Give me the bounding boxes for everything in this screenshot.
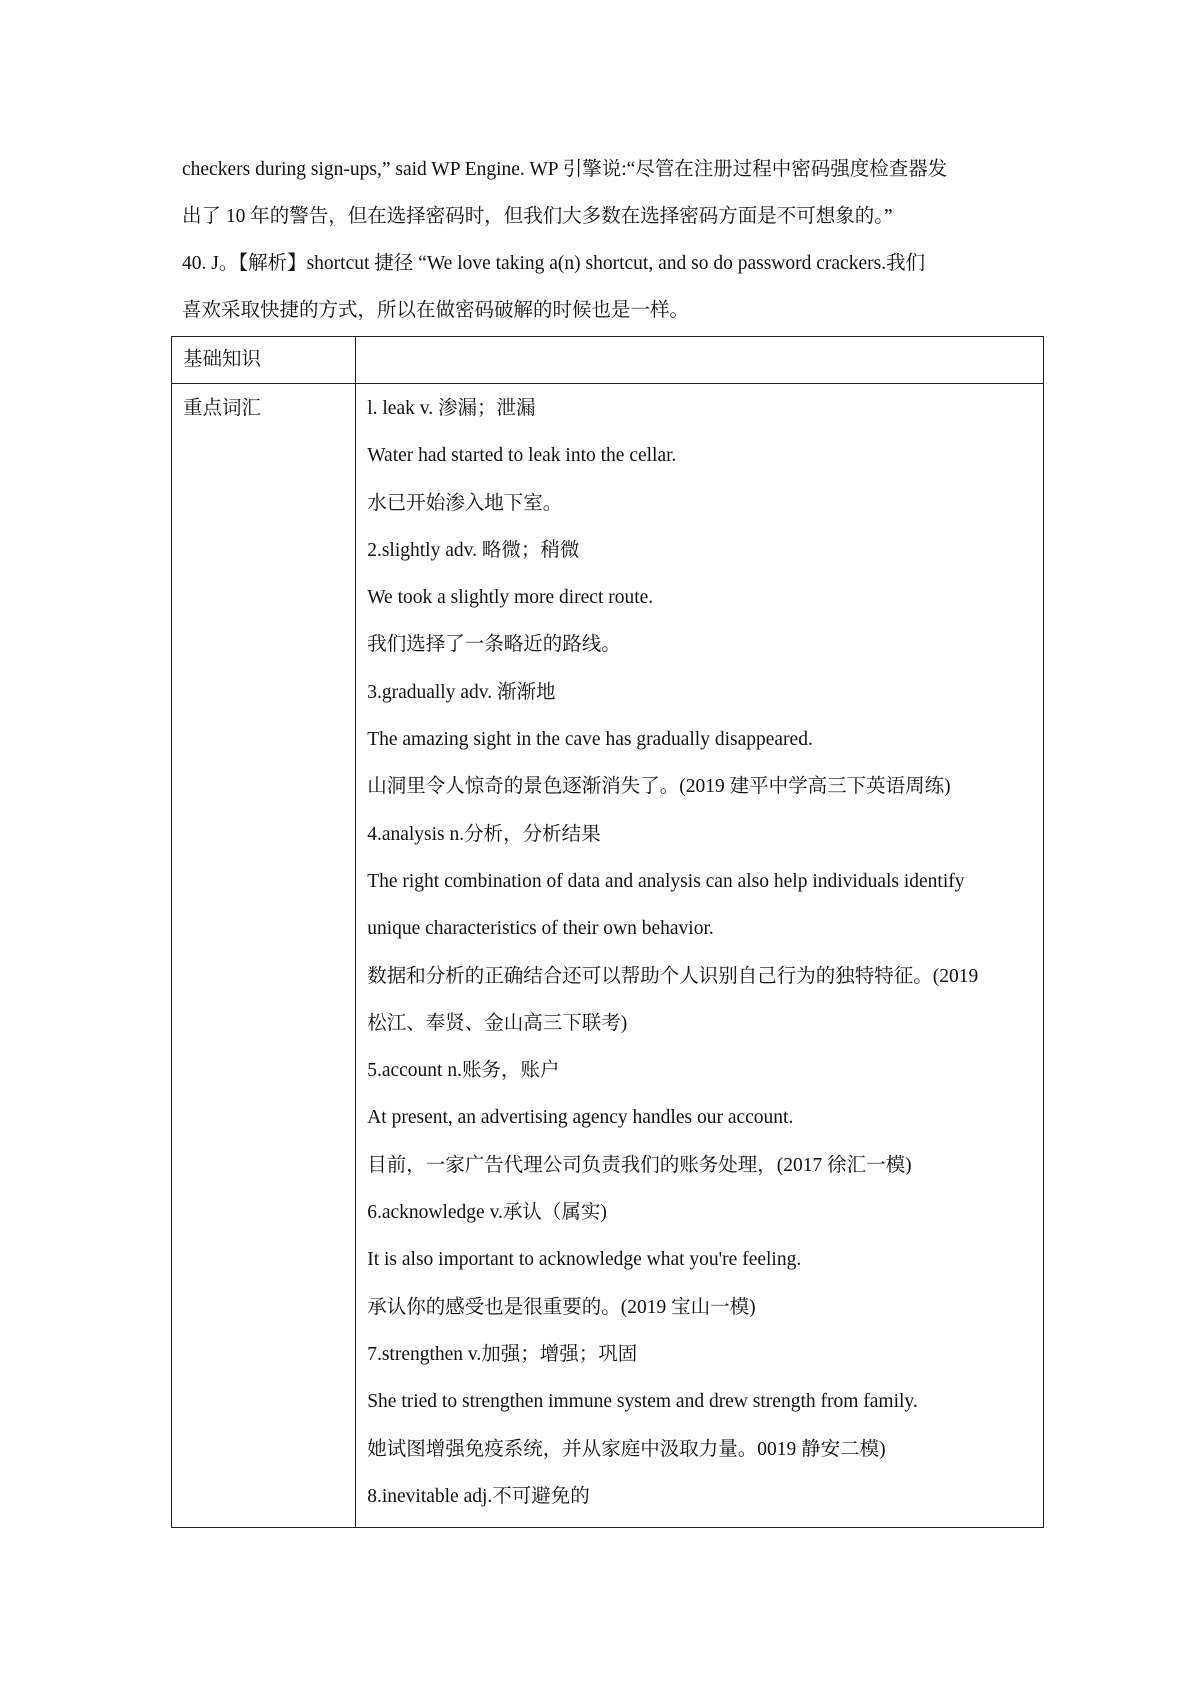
vocab-line: 2.slightly adv. 略微；稍微 xyxy=(367,539,580,561)
header-label-cell: 基础知识 xyxy=(172,337,356,384)
vocab-line: 山洞里令人惊奇的景色逐渐消失了。(2019 建平中学高三下英语周练) xyxy=(367,776,951,798)
header-value-cell xyxy=(356,337,1044,384)
vocab-line: The right combination of data and analysis can also help individuals identify xyxy=(367,870,965,892)
intro-line: 出了 10 年的警告，但在选择密码时，但我们大多数在选择密码方面是不可想象的。” xyxy=(182,206,893,227)
intro-line: 40. J。【解析】shortcut 捷径 “We love taking a(n) shortcut, and so do password crackers.我们 xyxy=(182,253,926,274)
table-header-row xyxy=(172,337,1044,384)
vocabulary-content-cell xyxy=(356,384,1044,1528)
vocab-line: She tried to strengthen immune system and drew strength from family. xyxy=(367,1391,918,1413)
vocab-line: 5.account n.账务，账户 xyxy=(367,1060,560,1082)
vocab-line: 目前，一家广告代理公司负责我们的账务处理，(2017 徐汇一模) xyxy=(367,1154,912,1176)
intro-line: 喜欢采取快捷的方式，所以在做密码破解的时候也是一样。 xyxy=(182,300,690,321)
vocab-line: 她试图增强免疫系统，并从家庭中汲取力量。0019 静安二模) xyxy=(367,1438,886,1460)
vocab-line: l. leak v. 渗漏；泄漏 xyxy=(367,398,536,419)
vocab-line: 8.inevitable adj.不可避免的 xyxy=(367,1485,590,1507)
vocab-line: 7.strengthen v.加强；增强；巩固 xyxy=(367,1343,638,1365)
vocab-line: The amazing sight in the cave has gradually disappeared. xyxy=(367,729,813,751)
vocab-line: 3.gradually adv. 渐渐地 xyxy=(367,681,556,703)
vocab-line: 松江、奉贤、金山高三下联考) xyxy=(367,1012,628,1034)
vocabulary-table xyxy=(171,336,1044,1528)
vocab-line: 数据和分析的正确结合还可以帮助个人识别自己行为的独特特征。(2019 xyxy=(367,965,979,987)
vocab-line: 水已开始渗入地下室。 xyxy=(367,492,563,514)
vocab-line: 我们选择了一条略近的路线。 xyxy=(367,634,621,656)
vocab-line: unique characteristics of their own behavior. xyxy=(367,918,714,940)
vocab-line: We took a slightly more direct route. xyxy=(367,587,654,609)
vocab-line: 4.analysis n.分析，分析结果 xyxy=(367,823,601,845)
table-row xyxy=(172,384,1044,1528)
vocab-line: Water had started to leak into the cellar. xyxy=(367,445,677,467)
row-label: 重点词汇 xyxy=(183,398,262,419)
row-label-cell xyxy=(172,384,356,1528)
intro-paragraph xyxy=(182,150,1042,338)
vocab-line: 承认你的感受也是很重要的。(2019 宝山一模) xyxy=(367,1296,756,1318)
intro-line: checkers during sign-ups,” said WP Engine. WP 引擎说:“尽管在注册过程中密码强度检查器发 xyxy=(182,159,948,180)
vocab-line: 6.acknowledge v.承认（属实) xyxy=(367,1202,607,1224)
vocab-line: At present, an advertising agency handles our account. xyxy=(367,1107,794,1129)
vocab-line: It is also important to acknowledge what you're feeling. xyxy=(367,1249,802,1271)
